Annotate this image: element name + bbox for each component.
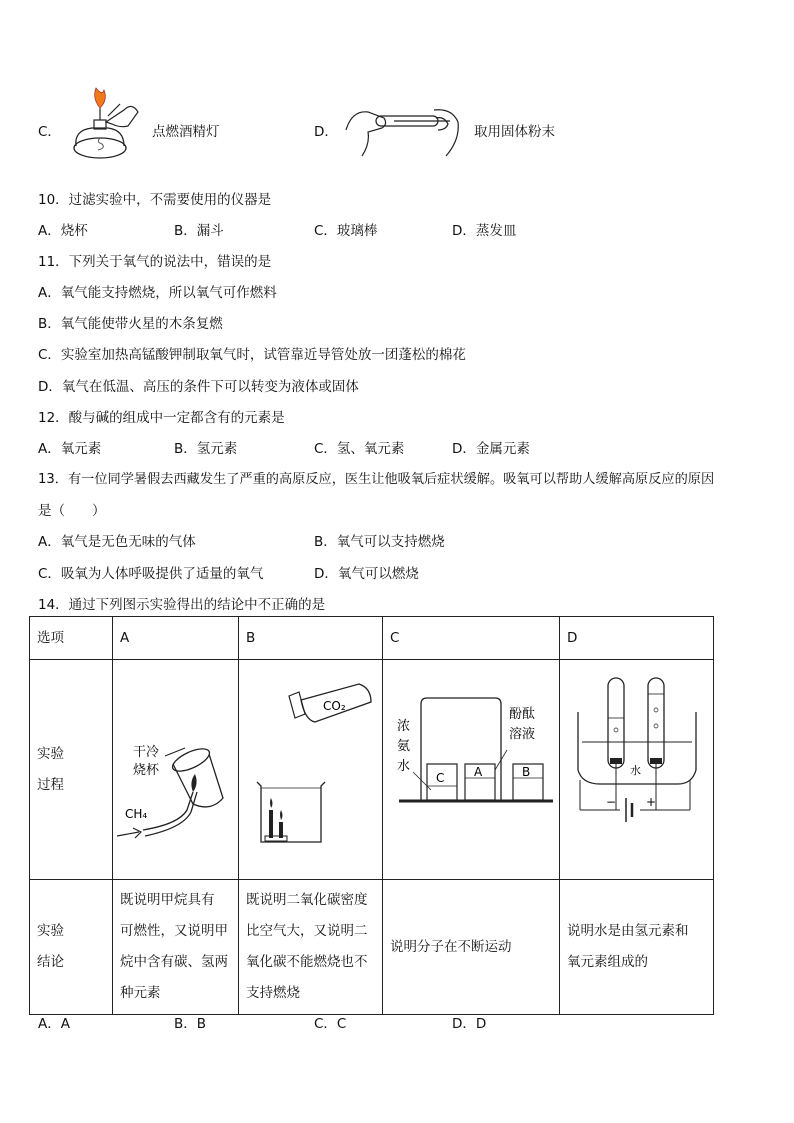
q11-option-d: D．氧气在低温、高压的条件下可以转变为液体或固体 <box>38 379 359 395</box>
svg-text:浓: 浓 <box>397 719 411 734</box>
header-d: D <box>560 617 714 660</box>
co2-candle-figure <box>239 660 383 867</box>
q14-option-c: C．C <box>314 1016 347 1032</box>
q10-option-d: D．蒸发皿 <box>452 223 517 239</box>
q13-stem-line2: 是（ ） <box>38 503 106 519</box>
q12-option-b: B．氢元素 <box>174 441 238 457</box>
process-figure-a <box>113 660 239 880</box>
table-header-row <box>30 617 714 660</box>
svg-text:−: − <box>606 795 617 809</box>
process-figure-b <box>239 660 383 880</box>
svg-text:氨: 氨 <box>397 739 411 754</box>
q13-option-c: C．吸氧为人体呼吸提供了适量的氧气 <box>38 566 264 582</box>
q13-option-b: B．氧气可以支持燃烧 <box>314 534 445 550</box>
conclusion-a: 既说明甲烷具有 可燃性，又说明甲 烷中含有碳、氢两 种元素 <box>113 880 239 1015</box>
q12-option-a: A．氧元素 <box>38 441 102 457</box>
q10-option-b: B．漏斗 <box>174 223 224 239</box>
q11-option-c: C．实验室加热高锰酸钾制取氧气时，试管靠近导管处放一团蓬松的棉花 <box>38 347 466 363</box>
q12-option-d: D．金属元素 <box>452 441 530 457</box>
alcohol-lamp-lighting-illustration <box>62 86 144 162</box>
water-electrolysis-figure <box>560 660 714 867</box>
q14-stem: 14．通过下列图示实验得出的结论中不正确的是 <box>38 597 326 613</box>
q10-option-a: A．烧杯 <box>38 223 88 239</box>
q12-option-c: C．氢、氧元素 <box>314 441 405 457</box>
q11-stem: 11．下列关于氧气的说法中，错误的是 <box>38 254 272 270</box>
conclusion-d: 说明水是由氢元素和 氧元素组成的 <box>560 880 714 1015</box>
svg-text:+: + <box>646 795 657 809</box>
process-figure-d <box>560 660 714 880</box>
svg-text:溶液: 溶液 <box>509 727 536 742</box>
q12-stem: 12．酸与碱的组成中一定都含有的元素是 <box>38 410 285 426</box>
svg-text:水: 水 <box>630 764 641 777</box>
powder-test-tube-illustration <box>342 100 464 160</box>
process-label: 实验 过程 <box>30 660 113 880</box>
q9-option-c-label: 点燃酒精灯 <box>152 124 220 140</box>
q13-stem-line1: 13．有一位同学暑假去西藏发生了严重的高原反应，医生让他吸氧后症状缓解。吸氧可以帮助人缓解高原反应的原因 <box>38 472 715 487</box>
q9-option-d-label: 取用固体粉末 <box>474 124 555 140</box>
q10-stem: 10．过滤实验中，不需要使用的仪器是 <box>38 192 272 208</box>
header-c: C <box>383 617 560 660</box>
q9-option-c-letter: C． <box>38 124 61 140</box>
svg-text:B: B <box>522 765 531 779</box>
process-figure-c <box>383 660 560 880</box>
q13-option-a: A．氧气是无色无味的气体 <box>38 534 196 550</box>
methane-combustion-figure <box>113 660 239 867</box>
table-process-row <box>30 660 714 880</box>
svg-text:A: A <box>474 765 483 779</box>
table-conclusion-row <box>30 880 714 1015</box>
q14-option-d: D．D <box>452 1016 487 1032</box>
svg-text:CH₄: CH₄ <box>125 807 148 821</box>
q9-option-d-letter: D． <box>314 124 338 140</box>
q11-option-a: A．氧气能支持燃烧，所以氧气可作燃料 <box>38 285 277 301</box>
q10-option-c: C．玻璃棒 <box>314 223 378 239</box>
svg-text:烧杯: 烧杯 <box>133 763 160 778</box>
svg-text:水: 水 <box>397 759 411 774</box>
conclusion-label: 实验 结论 <box>30 880 113 1015</box>
q14-option-a: A．A <box>38 1016 70 1032</box>
q11-option-b: B．氧气能使带火星的木条复燃 <box>38 316 223 332</box>
header-b: B <box>239 617 383 660</box>
ammonia-diffusion-figure <box>383 660 560 867</box>
svg-text:CO₂: CO₂ <box>323 699 346 713</box>
q13-option-d: D．氧气可以燃烧 <box>314 566 419 582</box>
conclusion-b: 既说明二氧化碳密度 比空气大，又说明二 氧化碳不能燃烧也不 支持燃烧 <box>239 880 383 1015</box>
svg-text:酚酞: 酚酞 <box>509 707 536 722</box>
svg-text:C: C <box>436 771 445 785</box>
svg-text:干冷: 干冷 <box>133 745 160 760</box>
q14-experiment-table <box>29 616 714 1015</box>
conclusion-c: 说明分子在不断运动 <box>383 880 560 1015</box>
q14-option-b: B．B <box>174 1016 207 1032</box>
header-a: A <box>113 617 239 660</box>
header-option: 选项 <box>30 617 113 660</box>
